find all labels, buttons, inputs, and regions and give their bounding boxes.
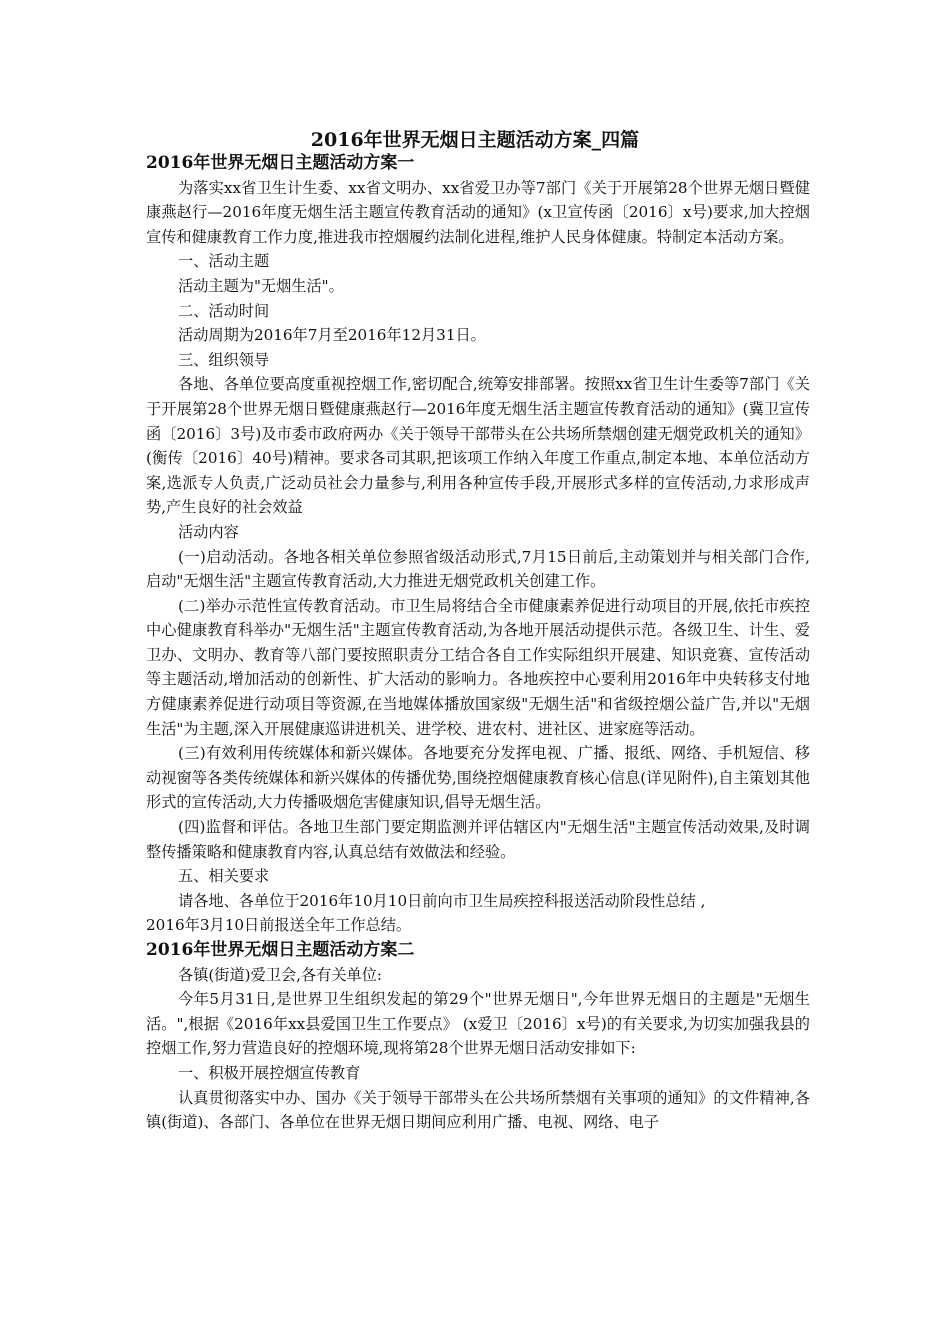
section2-salutation: 各镇(街道)爱卫会,各有关单位:	[178, 965, 383, 984]
tobacco-promo-text: 认真贯彻落实中办、国办《关于领导干部带头在公共场所禁烟有关事项的通知》的文件精神,各镇(街道)、各部门、各单位在世界无烟日期间应利用广播、电视、网络、电子	[146, 1088, 810, 1132]
heading-activity-theme: 一、活动主题	[178, 252, 270, 271]
section2-intro: 今年5月31日,是世界卫生组织发起的第29个"世界无烟日",今年世界无烟日的主题是"无烟生活。",根据《2016年xx县爱国卫生工作要点》 (x爱卫〔2016〕x号)的有关要求,为切实加强我县的控烟工作,努力营造良好的控烟环境,现将第28个世界无烟日活动安排如下:	[146, 990, 810, 1058]
section-heading-1: 2016年世界无烟日主题活动方案一	[146, 153, 415, 173]
section-heading-2: 2016年世界无烟日主题活动方案二	[146, 940, 415, 960]
organization-text: 各地、各单位要高度重视控烟工作,密切配合,统筹安排部署。按照xx省卫生计生委等7部门《关于开展第28个世界无烟日暨健康燕赵行—2016年度无烟生活主题宣传教育活动的通知》(冀卫宣传函〔2016〕3号)及市委市政府两办《关于领导干部带头在公共场所禁烟创建无烟党政机关的通知》(衡传〔2016〕40号)精神。要求各司其职,把该项工作纳入年度工作重点,制定本地、本单位活动方案,选派专人负责,广泛动员社会力量参与,利用各种宣传手段,开展形式多样的宣传活动,力求形成声势,产生良好的社会效益	[146, 375, 810, 517]
activity-item-2: (二)举办示范性宣传教育活动。市卫生局将结合全市健康素养促进行动项目的开展,依托市疾控中心健康教育科举办"无烟生活"主题宣传教育活动,为各地开展活动提供示范。各级卫生、计生、爱卫办、文明办、教育等八部门要按照职责分工结合各自工作实际组织开展建、知识竞赛、宣传活动等主题活动,增加活动的创新性、扩大活动的影响力。各地疾控中心要利用2016年中央转移支付地方健康素养促进行动项目等资源,在当地媒体播放国家级"无烟生活"和省级控烟公益广告,并以"无烟生活"为主题,深入开展健康巡讲进机关、进学校、进农村、进社区、进家庭等活动。	[146, 596, 810, 738]
section1-intro: 为落实xx省卫生计生委、xx省文明办、xx省爱卫办等7部门《关于开展第28个世界无烟日暨健康燕赵行—2016年度无烟生活主题宣传教育活动的通知》(x卫宣传函〔2016〕x号)要求,加大控烟宣传和健康教育工作力度,推进我市控烟履约法制化进程,维护人民身体健康。特制定本活动方案。	[146, 178, 810, 246]
heading-activity-content: 活动内容	[178, 522, 239, 541]
activity-item-4: (四)监督和评估。各地卫生部门要定期监测并评估辖区内"无烟生活"主题宣传活动效果,及时调整传播策略和健康教育内容,认真总结有效做法和经验。	[146, 818, 810, 861]
requirements-line-2: 2016年3月10日前报送全年工作总结。	[146, 916, 412, 935]
activity-item-1: (一)启动活动。各地各相关单位参照省级活动形式,7月15日前后,主动策划并与相关部门合作,启动"无烟生活"主题宣传教育活动,大力推进无烟党政机关创建工作。	[146, 547, 810, 591]
document-body	[146, 151, 810, 1135]
heading-tobacco-promo: 一、积极开展控烟宣传教育	[178, 1063, 361, 1082]
requirements-line-1: 请各地、各单位于2016年10月10日前向市卫生局疾控科报送活动阶段性总结 ,	[178, 891, 706, 910]
activity-theme-text: 活动主题为"无烟生活"。	[178, 276, 344, 295]
activity-time-text: 活动周期为2016年7月至2016年12月31日。	[178, 326, 486, 345]
activity-item-3: (三)有效利用传统媒体和新兴媒体。各地要充分发挥电视、广播、报纸、网络、手机短信、移动视窗等各类传统媒体和新兴媒体的传播优势,围绕控烟健康教育核心信息(详见附件),自主策划其他形式的宣传活动,大力传播吸烟危害健康知识,倡导无烟生活。	[146, 744, 810, 812]
heading-organization: 三、组织领导	[178, 350, 270, 369]
heading-requirements: 五、相关要求	[178, 867, 270, 886]
document-title: 2016年世界无烟日主题活动方案_四篇	[310, 129, 640, 151]
heading-activity-time: 二、活动时间	[178, 301, 270, 320]
